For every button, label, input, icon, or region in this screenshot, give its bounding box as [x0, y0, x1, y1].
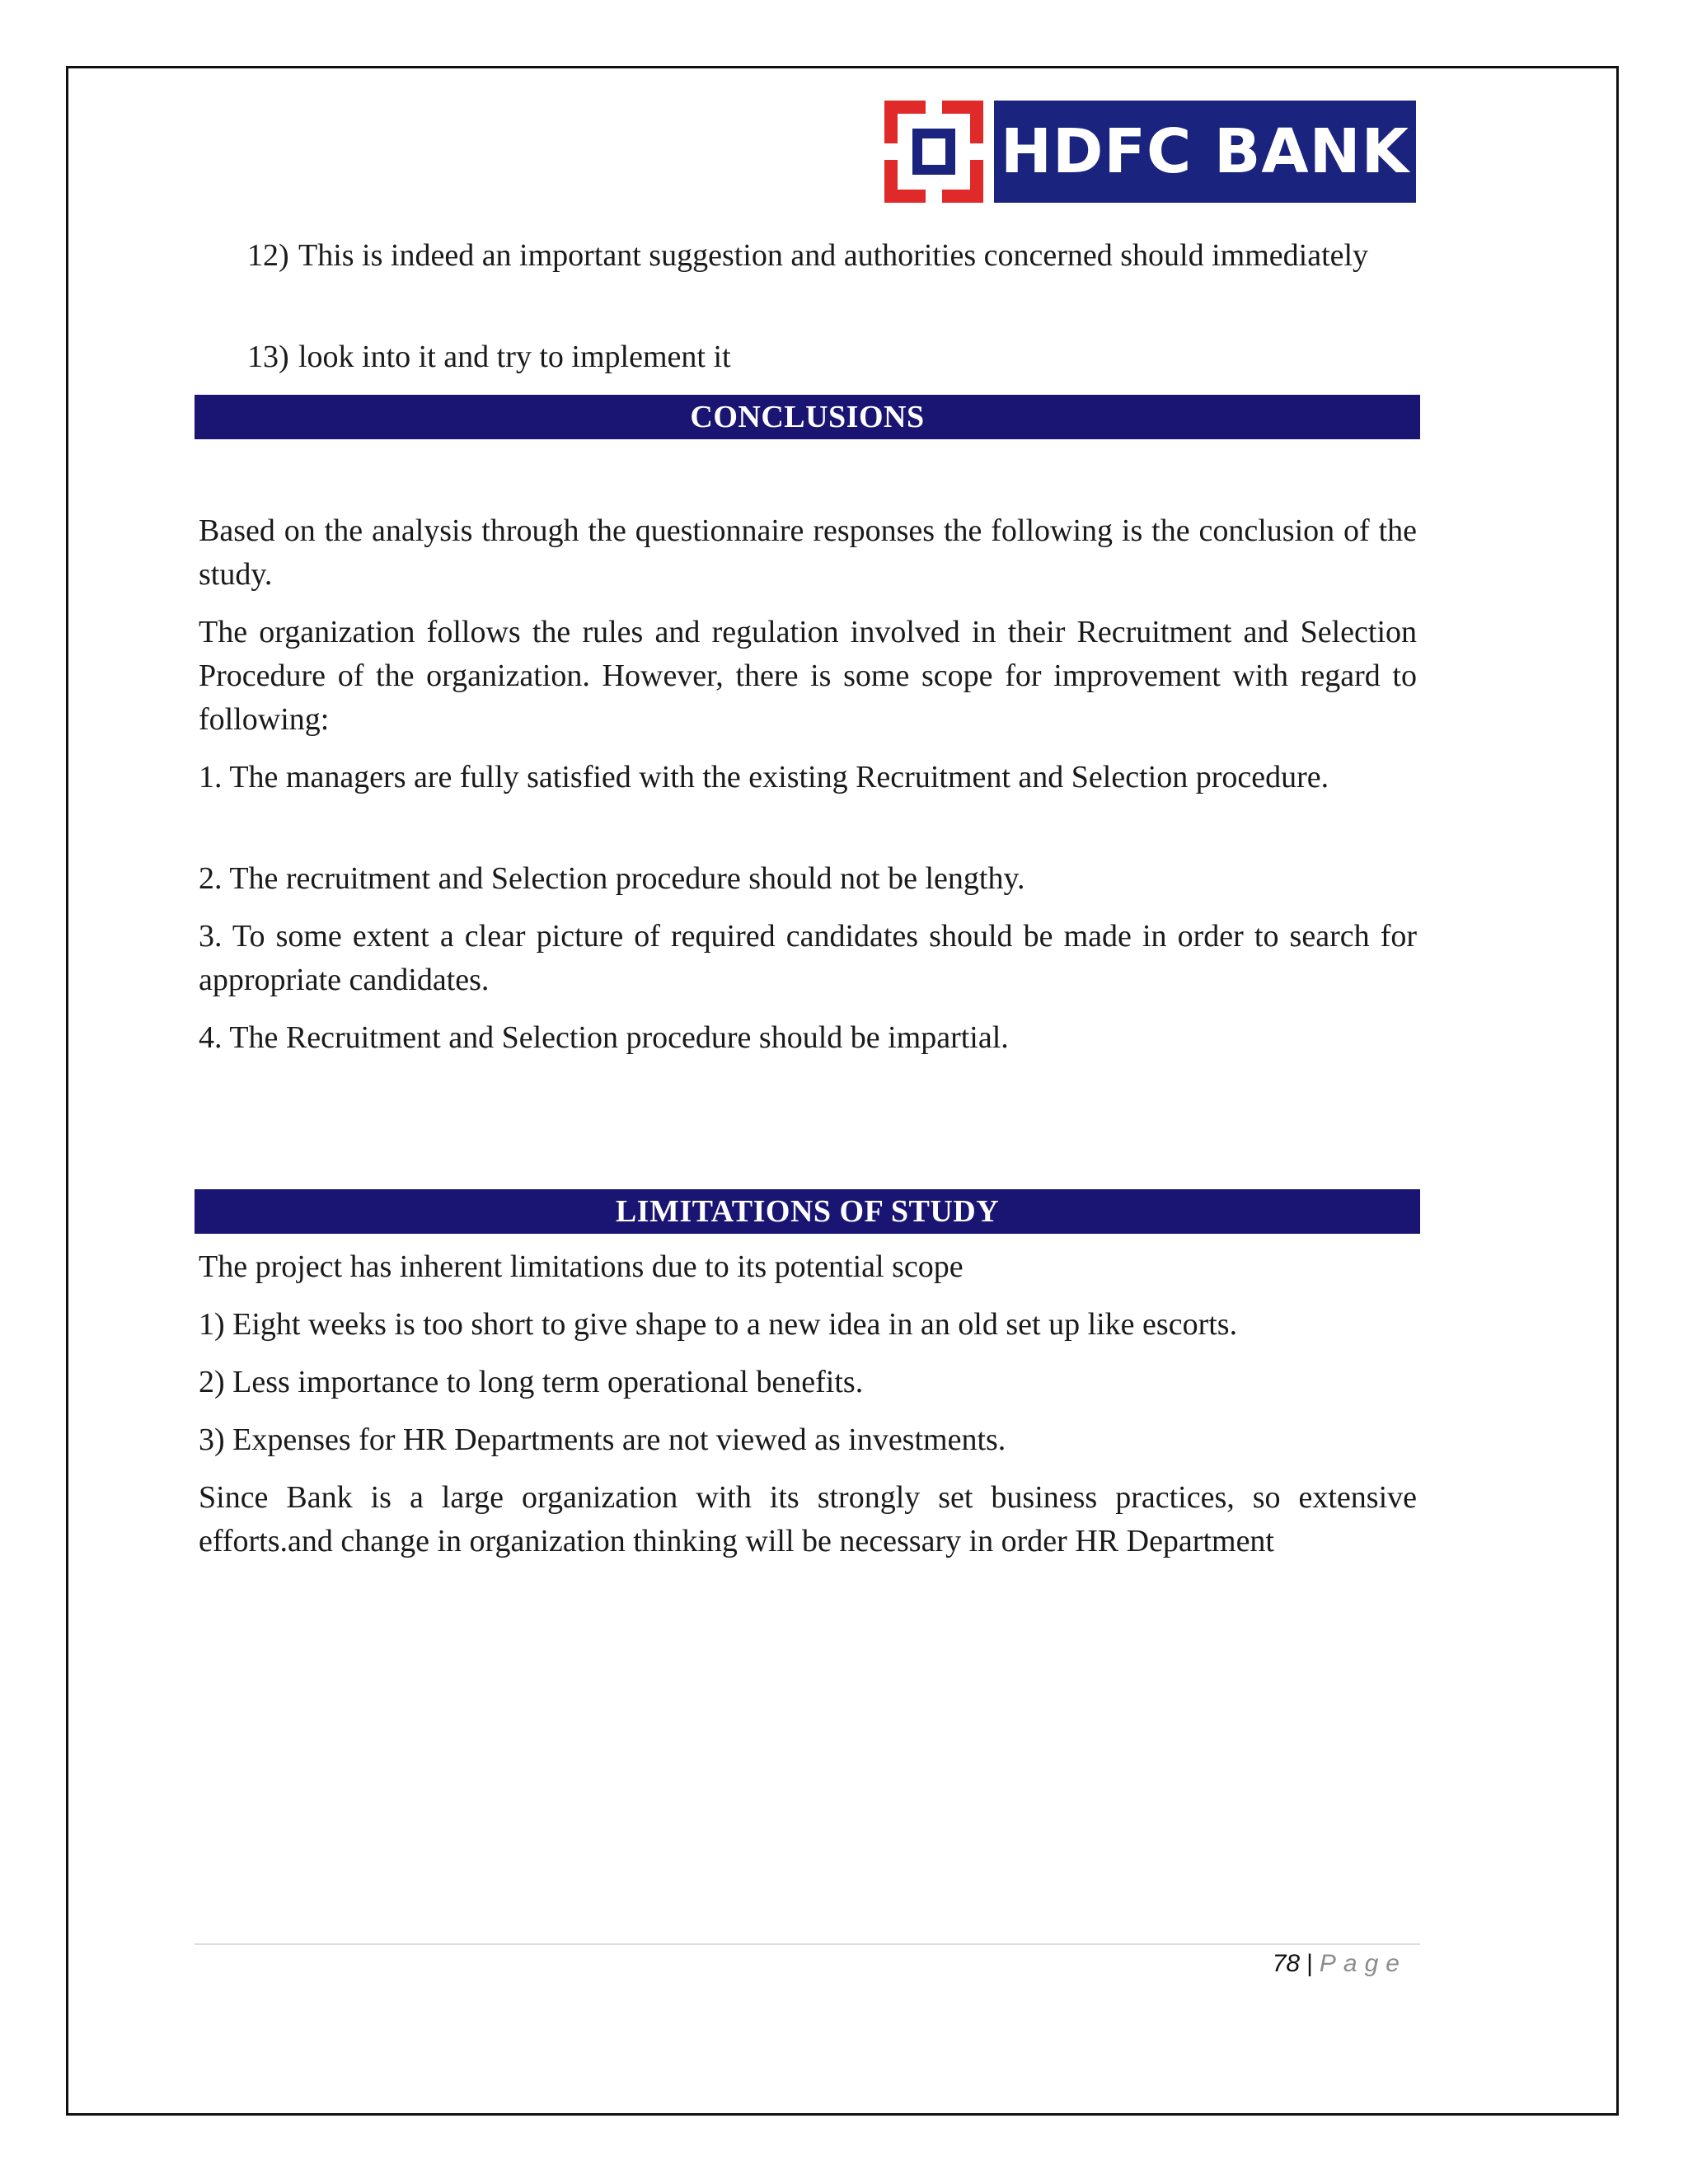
conclusion-item: 1. The managers are fully satisfied with the existing Recruitment and Selection procedure. — [199, 760, 1329, 794]
limitations-heading: LIMITATIONS OF STUDY — [195, 1189, 1420, 1234]
conclusion-item: 3. To some extent a clear picture of required candidates should be made in order to search for appropriate candidates. — [199, 919, 1417, 997]
list-item-number: 12) — [247, 238, 289, 273]
page-label: Page — [1319, 1950, 1407, 1977]
conclusion-item: 2. The recruitment and Selection procedure should not be lengthy. — [199, 861, 1025, 896]
limitations-intro: The project has inherent limitations due to its potential scope — [199, 1249, 964, 1284]
conclusion-item: 4. The Recruitment and Selection procedure should be impartial. — [199, 1020, 1009, 1055]
limitation-item: 2) Less importance to long term operational benefits. — [199, 1365, 864, 1399]
footer-separator: | — [1306, 1950, 1313, 1977]
logo-text-box — [994, 101, 1416, 203]
hdfc-bank-logo — [884, 101, 1416, 203]
conclusions-heading: CONCLUSIONS — [195, 395, 1420, 439]
list-item-text: This is indeed an important suggestion and authorities concerned should immediately — [298, 238, 1369, 273]
conclusions-paragraph: Based on the analysis through the questionnaire responses the following is the conclusion of the study. — [199, 513, 1417, 592]
conclusions-paragraph: The organization follows the rules and regulation involved in their Recruitment and Selection Procedure of the organization. However, there is some scope for improvement with regard to following: — [199, 615, 1417, 737]
list-item-text: look into it and try to implement it — [298, 340, 731, 374]
page-number: 78 — [1272, 1950, 1301, 1977]
limitation-item: 1) Eight weeks is too short to give shape to a new idea in an old set up like escorts. — [199, 1307, 1238, 1342]
page-footer — [1273, 1950, 1407, 1978]
logo-text: HDFC BANK — [1001, 116, 1409, 187]
limitation-item: 3) Expenses for HR Departments are not viewed as investments. — [199, 1422, 1006, 1457]
limitations-closing: Since Bank is a large organization with its strongly set business practices, so extensive efforts.and change in organization thinking will be necessary in order HR Department — [199, 1480, 1417, 1558]
hdfc-logo-mark-icon — [884, 101, 983, 203]
footer-rule — [195, 1943, 1420, 1945]
list-item-number: 13) — [247, 340, 289, 374]
